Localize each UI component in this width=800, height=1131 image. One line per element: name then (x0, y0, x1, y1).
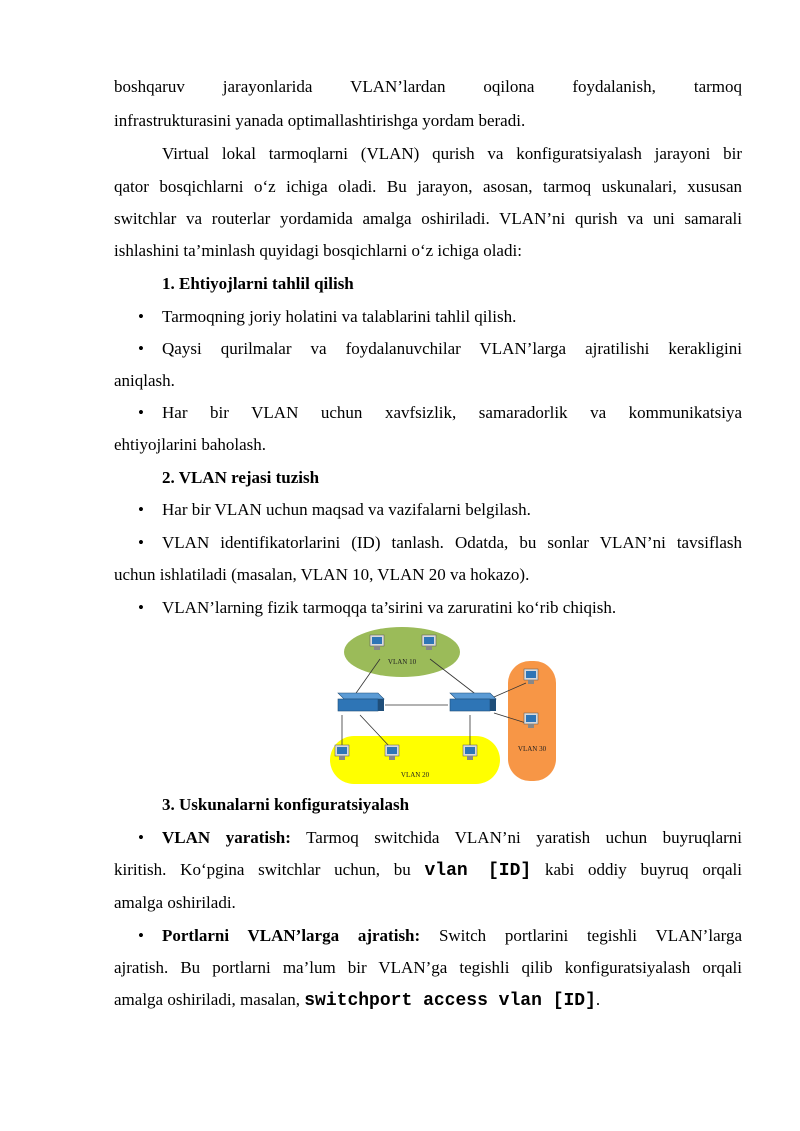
section3-bullet1: • VLAN yaratish: Tarmoq switchida VLAN’ni yaratish uchun buyruqlarni (138, 828, 742, 847)
section2-bullet2-cont: uchun ishlatiladi (masalan, VLAN 10, VLAN 20 va hokazo). (114, 565, 530, 584)
section3-bullet1-cont (114, 859, 742, 882)
switchport-code: switchport access vlan [ID] (304, 991, 596, 1011)
section1-bullet3: • Har bir VLAN uchun xavfsizlik, samaradorlik va kommunikatsiya (138, 403, 742, 422)
section1-bullet3-cont: ehtiyojlarini baholash. (114, 435, 267, 454)
section1-bullet1: • Tarmoqning joriy holatini va talablarini tahlil qilish. (138, 307, 517, 326)
section3-bullet1-bold: VLAN yaratish: (162, 828, 291, 847)
section1-bullet2: • Qaysi qurilmalar va foydalanuvchilar VLAN’larga ajratilishi kerakligini (138, 339, 742, 358)
vlan30-label: VLAN 30 (517, 745, 547, 753)
section2-bullet1-text: Har bir VLAN uchun maqsad va vazifalarni belgilash. (162, 500, 531, 519)
section2-bullet1: • Har bir VLAN uchun maqsad va vazifalarni belgilash. (138, 500, 531, 519)
section2-bullet2-text: VLAN identifikatorlarini (ID) tanlash. Odatda, bu sonlar VLAN’ni tavsiflash (162, 533, 742, 552)
section3-bullet1-text: Tarmoq switchida VLAN’ni yaratish uchun buyruqlarni (306, 828, 742, 847)
section3-bullet2-cont: ajratish. Bu portlarni ma’lum bir VLAN’ga tegishli qilib konfiguratsiyalash orqali (114, 958, 742, 977)
section3-bullet1-text3: kabi oddiy buyruq orqali (544, 860, 742, 879)
para2-line1: Virtual lokal tarmoqlarni (VLAN) qurish va konfiguratsiyalash jarayoni bir (162, 144, 742, 163)
section3-bullet2: • Portlarni VLAN’larga ajratish: Switch portlarini tegishli VLAN’larga (138, 926, 743, 945)
vlan-id-code: vlan [ID] (424, 861, 532, 881)
para2-line3: switchlar va routerlar yordamida amalga oshiriladi. VLAN’ni qurish va uni samarali (114, 209, 742, 228)
section2-heading: 2. VLAN rejasi tuzish (162, 468, 320, 487)
section3-bullet2-period: . (595, 990, 601, 1009)
vlan-diagram (330, 625, 560, 785)
para1-line1: boshqaruv jarayonlarida VLAN’lardan oqilona foydalanish, tarmoq (114, 77, 742, 96)
section2-bullet3: • VLAN’larning fizik tarmoqqa ta’sirini va zaruratini ko‘rib chiqish. (138, 598, 617, 617)
section3-bullet2-text: Switch portlarini tegishli VLAN’larga (438, 926, 743, 945)
para1-line2: infrastrukturasini yanada optimallashtirishga yordam beradi. (114, 111, 526, 130)
section2-bullet2: • VLAN identifikatorlarini (ID) tanlash. Odatda, bu sonlar VLAN’ni tavsiflash (138, 533, 742, 552)
vlan10-group (344, 627, 460, 677)
section3-bullet2-bold: Portlarni VLAN’larga ajratish: (162, 926, 421, 945)
section1-bullet3-text: Har bir VLAN uchun xavfsizlik, samaradorlik va kommunikatsiya (162, 403, 742, 422)
switch-left-icon (338, 693, 384, 711)
section2-bullet3-text: VLAN’larning fizik tarmoqqa ta’sirini va zaruratini ko‘rib chiqish. (162, 598, 617, 617)
section1-heading: 1. Ehtiyojlarni tahlil qilish (162, 274, 354, 293)
section1-bullet1-text: Tarmoqning joriy holatini va talablarini tahlil qilish. (162, 307, 517, 326)
section3-bullet1-text2: kiritish. Ko‘pgina switchlar uchun, bu (114, 860, 411, 879)
switch-right-icon (450, 693, 496, 711)
para2-line4: ishlashini ta’minlash quyidagi bosqichlarni o‘z ichiga oladi: (114, 241, 522, 260)
para2-line2: qator bosqichlarni o‘z ichiga oladi. Bu jarayon, asosan, tarmoq uskunalari, xususan (114, 177, 742, 196)
section3-bullet2-text3: amalga oshiriladi, masalan, (114, 990, 300, 1009)
vlan10-label: VLAN 10 (387, 658, 417, 666)
section1-bullet2-text: Qaysi qurilmalar va foydalanuvchilar VLAN’larga ajratilishi kerakligini (162, 339, 742, 358)
section3-bullet1-cont2: amalga oshiriladi. (114, 893, 236, 912)
section3-bullet2-cont2 (114, 989, 742, 1012)
section3-heading: 3. Uskunalarni konfiguratsiyalash (162, 795, 410, 814)
section1-bullet2-cont: aniqlash. (114, 371, 175, 390)
vlan20-label: VLAN 20 (400, 771, 430, 779)
